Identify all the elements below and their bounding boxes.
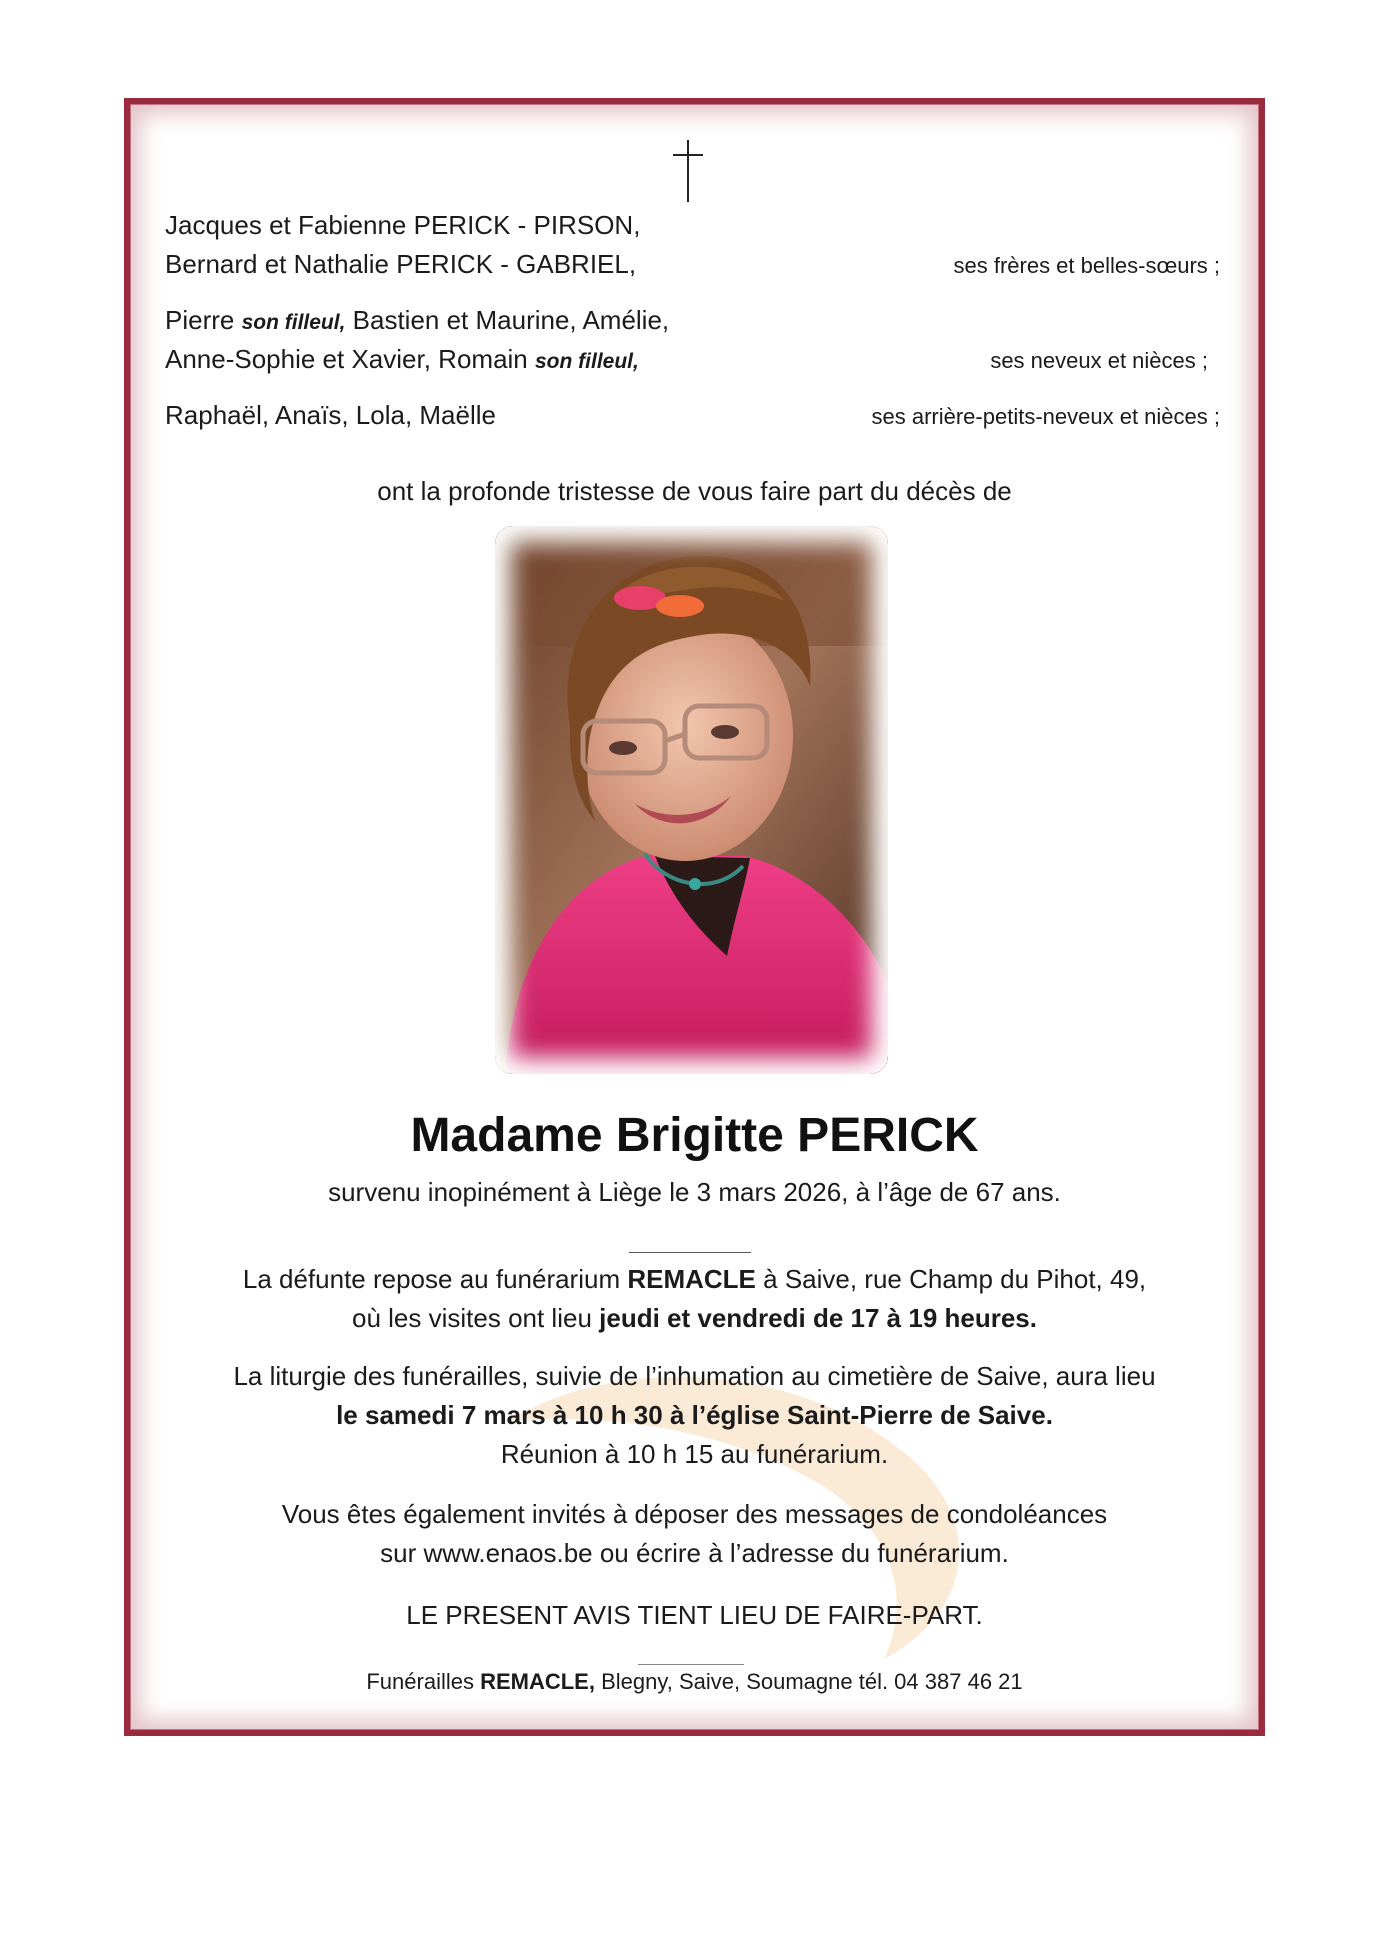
visitation-line-1 xyxy=(124,1260,1265,1299)
funeral-home-footer xyxy=(124,1669,1265,1695)
photo-vignette xyxy=(495,526,888,1074)
visitation-hours: jeudi et vendredi de 17 à 19 heures. xyxy=(599,1303,1037,1333)
relation-nephews-nieces: ses neveux et nièces ; xyxy=(990,348,1208,373)
liturgy-date xyxy=(124,1396,1265,1435)
section-divider xyxy=(629,1252,751,1253)
gathering-time: Réunion à 10 h 15 au funérarium. xyxy=(500,1439,889,1469)
condolences-line-2: sur www.enaos.be ou écrire à l’adresse du funérarium. xyxy=(380,1538,1009,1568)
family-line-brothers-2: Bernard et Nathalie PERICK - GABRIEL, xyxy=(165,249,637,279)
family-line-brothers-1: Jacques et Fabienne PERICK - PIRSON, xyxy=(165,210,641,240)
relation-brothers-sisters-in-law: ses frères et belles-sœurs ; xyxy=(953,253,1220,278)
footer-funeral-home-name: REMACLE, xyxy=(480,1669,595,1694)
condolences-info xyxy=(124,1495,1265,1573)
footer-prefix: Funérailles xyxy=(366,1669,481,1694)
footer-locations-phone: Blegny, Saive, Soumagne tél. 04 387 46 21 xyxy=(594,1669,1023,1694)
name-pierre: Pierre xyxy=(165,305,242,335)
names-bastien-amelie: Bastien et Maurine, Amélie, xyxy=(345,305,670,335)
latin-cross-icon xyxy=(670,138,706,204)
condolences-line-1: Vous êtes également invités à déposer des messages de condoléances xyxy=(281,1499,1108,1529)
funeral-home-name: REMACLE xyxy=(627,1264,756,1294)
death-details: survenu inopinément à Liège le 3 mars 2026, à l’âge de 67 ans. xyxy=(328,1177,1061,1207)
announcement-intro: ont la profonde tristesse de vous faire part du décès de xyxy=(377,476,1012,506)
godson-label-2: son filleul, xyxy=(535,350,639,373)
family-line-nephews-1 xyxy=(165,301,669,342)
faire-part-notice: LE PRESENT AVIS TIENT LIEU DE FAIRE-PART. xyxy=(406,1600,983,1630)
godson-label-1: son filleul, xyxy=(241,311,346,334)
visitation-address: à Saive, rue Champ du Pihot, 49, xyxy=(755,1264,1147,1294)
deceased-name: Madame Brigitte PERICK xyxy=(410,1109,979,1162)
liturgy-date-bold: le samedi 7 mars à 10 h 30 à l’église Saint-Pierre de Saive. xyxy=(336,1400,1053,1430)
visitation-hours-intro: où les visites ont lieu xyxy=(352,1303,600,1333)
names-anne-sophie-romain: Anne-Sophie et Xavier, Romain xyxy=(165,344,535,374)
family-line-nephews-2 xyxy=(165,340,639,381)
visitation-text: La défunte repose au funérarium xyxy=(242,1264,628,1294)
visitation-info xyxy=(124,1260,1265,1338)
relation-great-nephews-nieces: ses arrière-petits-neveux et nièces ; xyxy=(871,404,1220,429)
family-line-great-nephews: Raphaël, Anaïs, Lola, Maëlle xyxy=(165,400,496,430)
portrait-photo xyxy=(495,526,888,1074)
visitation-line-2 xyxy=(124,1299,1265,1338)
footer-divider xyxy=(638,1664,744,1665)
liturgy-info xyxy=(124,1357,1265,1474)
liturgy-line-1: La liturgie des funérailles, suivie de l’inhumation au cimetière de Saive, aura lieu xyxy=(233,1361,1156,1391)
